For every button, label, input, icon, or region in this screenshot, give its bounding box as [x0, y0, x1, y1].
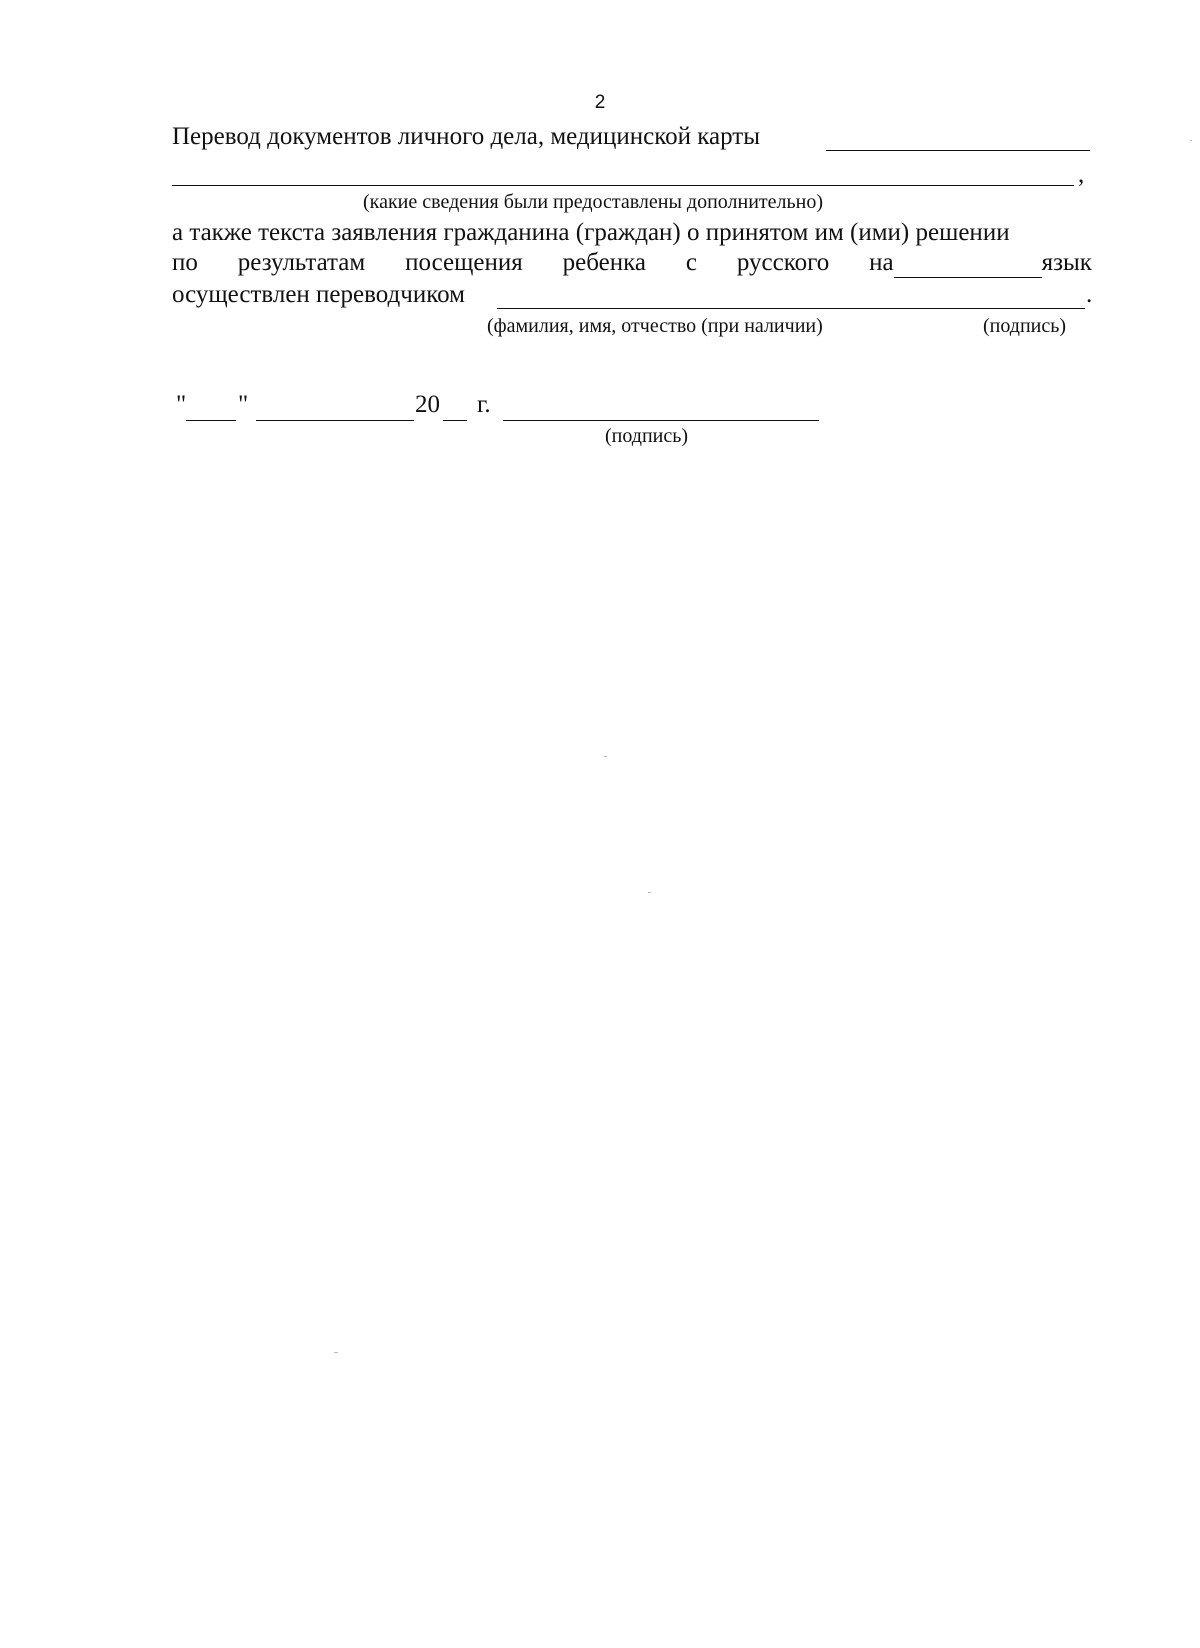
- language-blank: [894, 253, 1042, 278]
- line5-period: .: [1086, 281, 1093, 308]
- word-yazyk: язык: [1041, 249, 1092, 276]
- scan-speck: [1190, 140, 1192, 141]
- date-quote-close: ": [238, 391, 249, 418]
- results-line: [172, 248, 1092, 278]
- page-number: 2: [594, 92, 606, 113]
- line2-comma: ,: [1078, 161, 1085, 188]
- signature-blank: [503, 420, 819, 421]
- fio-caption: (фамилия, имя, отчество (при наличии): [487, 315, 823, 337]
- translator-name-blank: [497, 308, 1085, 309]
- additional-info-caption: (какие сведения были предоставлены дополнительно): [363, 191, 824, 213]
- language-fill: [869, 248, 1092, 278]
- word-rezultatam: результатам: [237, 249, 366, 276]
- word-russkogo: русского: [736, 249, 830, 276]
- year-blank: [443, 420, 467, 421]
- month-blank: [256, 420, 414, 421]
- medical-card-blank: [826, 150, 1090, 151]
- translator-line-text: осуществлен переводчиком: [172, 281, 465, 308]
- year-suffix: г.: [477, 391, 491, 418]
- word-rebenka: ребенка: [562, 249, 646, 276]
- word-poseshcheniya: посещения: [405, 249, 523, 276]
- year-prefix: 20: [415, 391, 440, 418]
- scan-speck: [604, 756, 607, 757]
- word-s: с: [685, 249, 697, 276]
- day-blank: [186, 420, 236, 421]
- statement-line: а также текста заявления гражданина (граждан) о принятом им (ими) решении: [172, 219, 1010, 246]
- scan-speck: [648, 892, 651, 893]
- date-quote-open: ": [176, 391, 187, 418]
- word-po: по: [172, 249, 198, 276]
- scan-speck: [334, 1352, 338, 1353]
- translator-signature-caption: (подпись): [983, 315, 1067, 337]
- word-na: на: [869, 249, 894, 276]
- translation-line-text: Перевод документов личного дела, медицинской карты: [172, 123, 761, 150]
- signature-caption: (подпись): [605, 425, 689, 447]
- additional-info-blank: [172, 185, 1074, 186]
